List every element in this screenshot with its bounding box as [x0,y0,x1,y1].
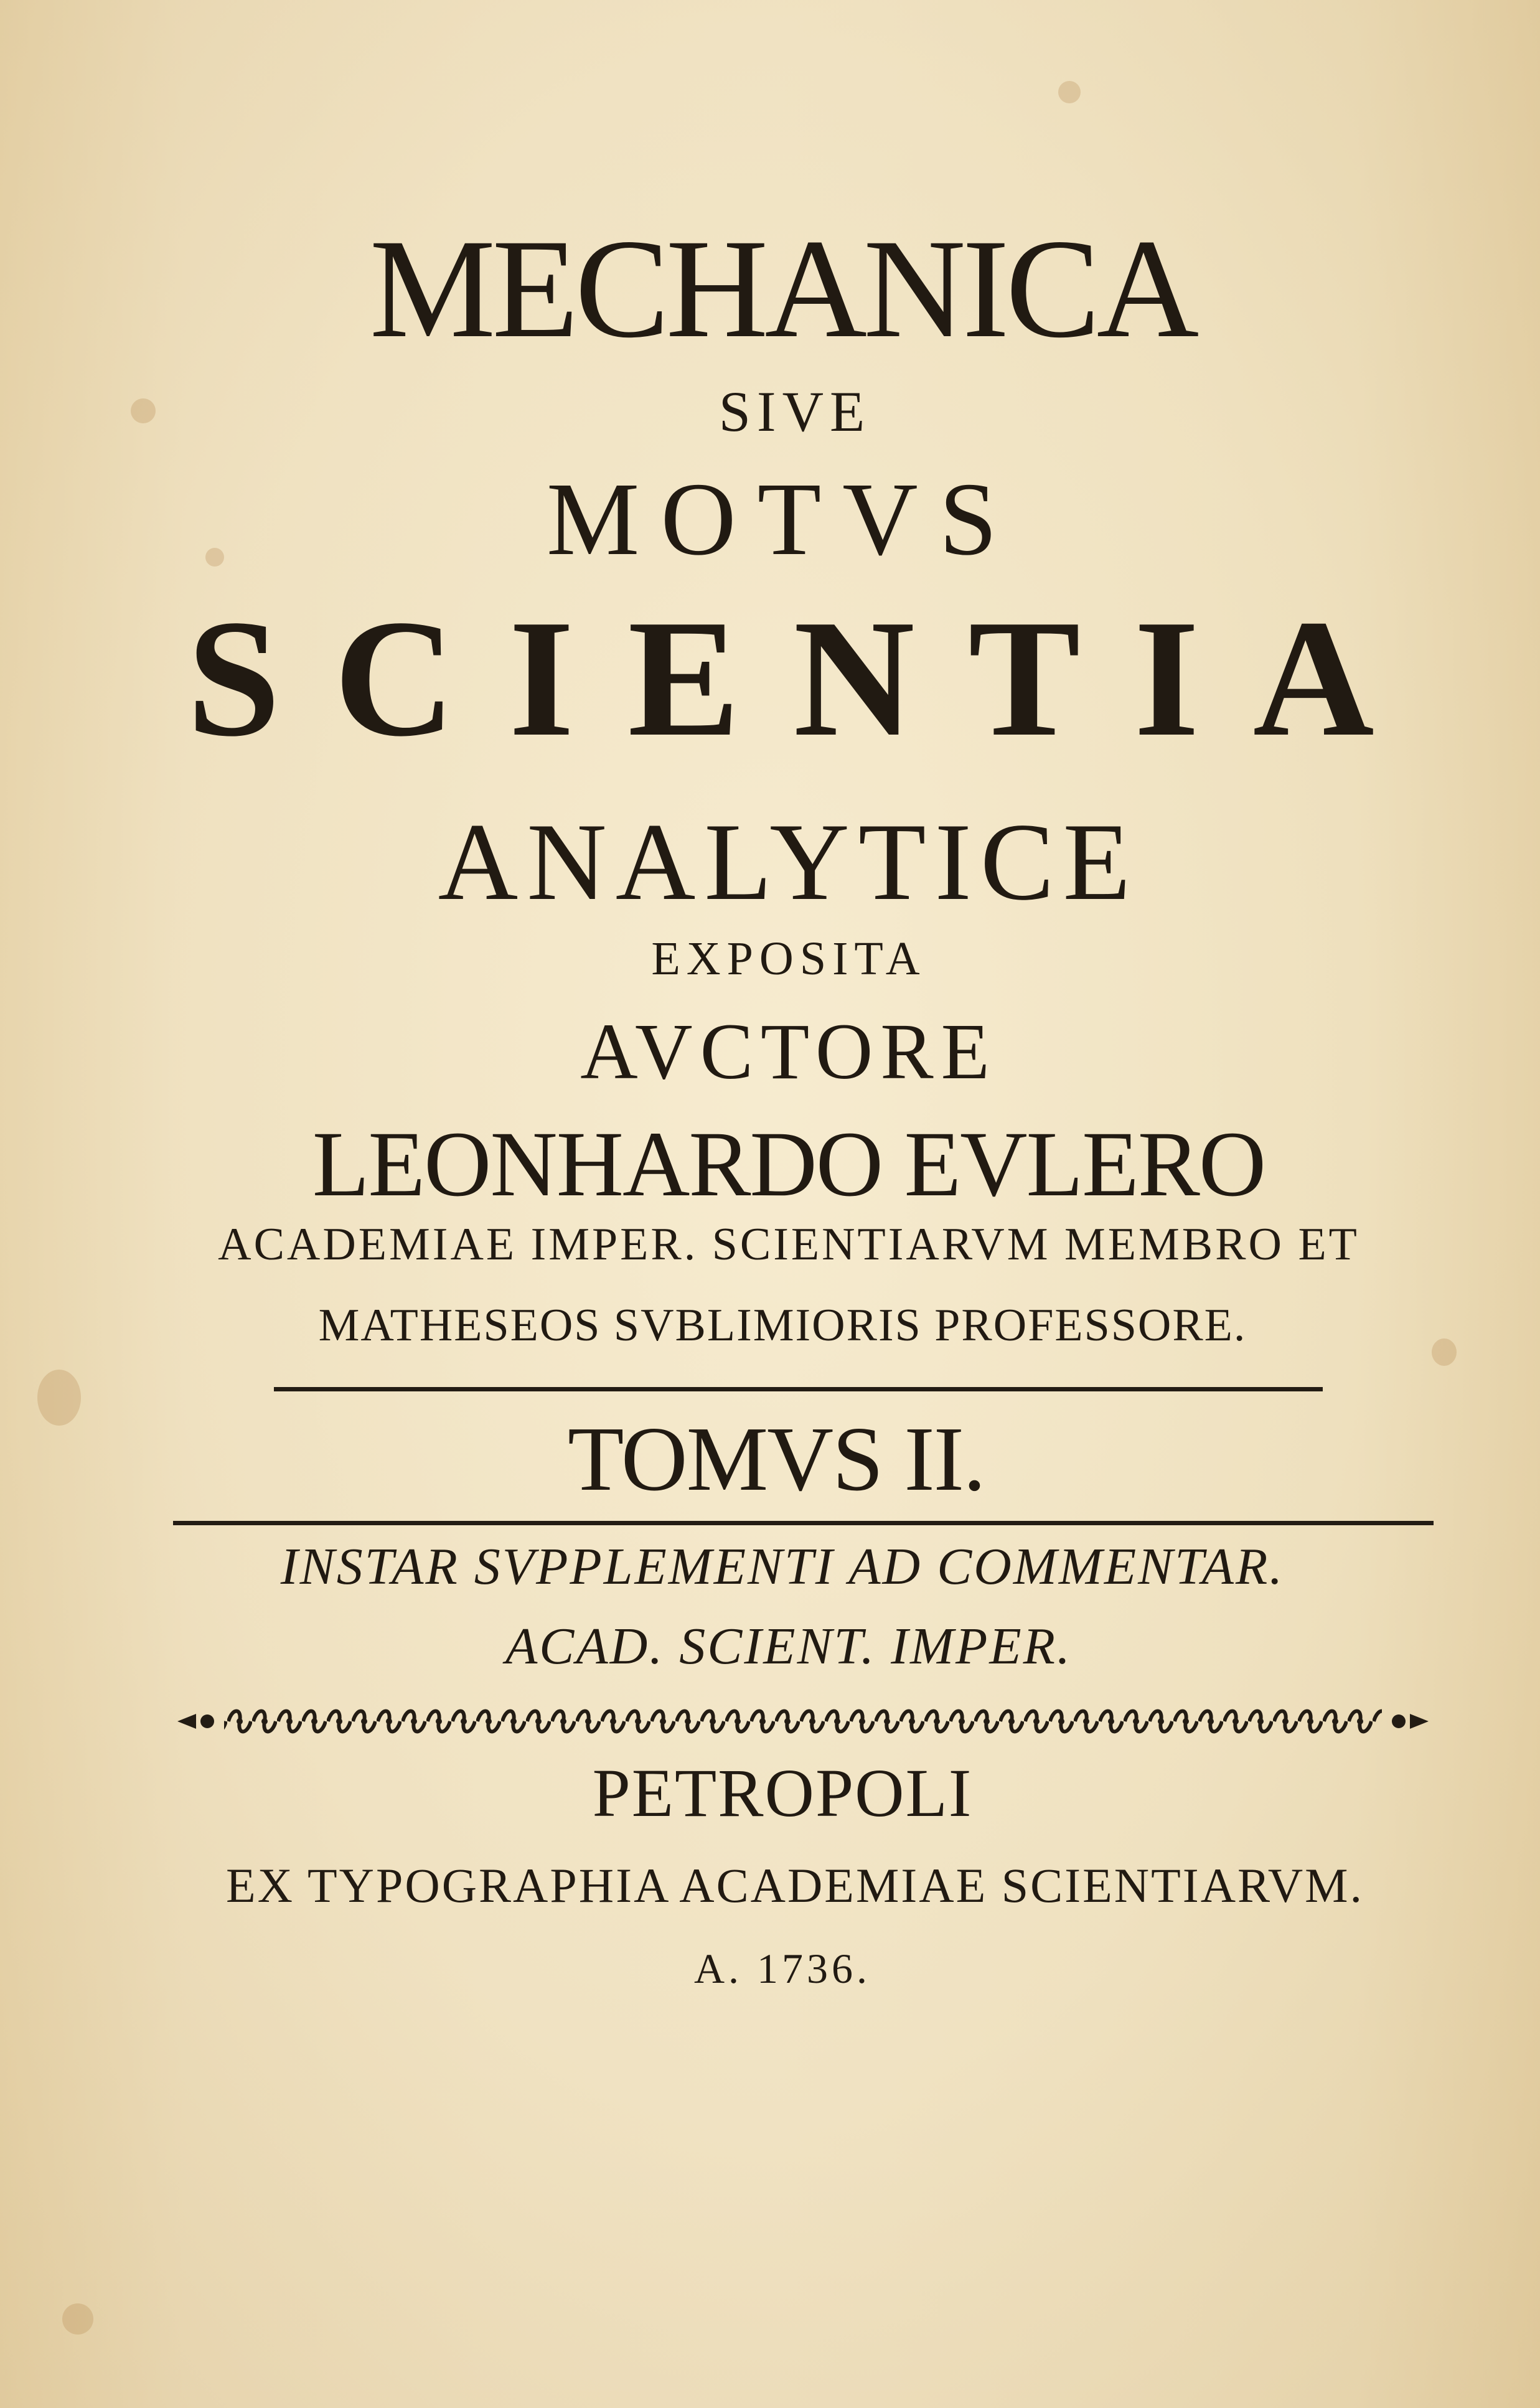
publication-year: A. 1736. [693,1945,871,1992]
author-name: LEONHARDO EVLERO [312,1112,1265,1216]
affiliation-line-1: ACADEMIAE IMPER. SCIENTIARVM MEMBRO ET [218,1219,1359,1270]
publication-place: PETROPOLI [592,1755,973,1831]
supplement-line-2: ACAD. SCIENT. IMPER. [505,1617,1072,1675]
foxing-spot [62,2303,93,2335]
rule-lower [173,1521,1434,1525]
decorative-ornament-border [177,1703,1429,1740]
supplement-line-1: INSTAR SVPPLEMENTI AD COMMENTAR. [280,1538,1285,1596]
title-exposita: EXPOSITA [651,933,926,985]
title-analytice: ANALYTICE [438,800,1140,923]
foxing-spot [1058,81,1081,103]
title-scientia: SCIENTIA [187,585,1428,771]
volume-number: TOMVS II. [568,1408,985,1510]
printer: EX TYPOGRAPHIA ACADEMIAE SCIENTIARVM. [225,1858,1364,1912]
auctore: AVCTORE [580,1007,997,1096]
title-sive: SIVE [718,380,871,443]
rule-upper [274,1387,1323,1391]
affiliation-line-2: MATHESEOS SVBLIMIORIS PROFESSORE. [318,1300,1247,1351]
title-motus: MOTVS [546,461,1019,577]
title-main: MECHANICA [369,210,1196,367]
